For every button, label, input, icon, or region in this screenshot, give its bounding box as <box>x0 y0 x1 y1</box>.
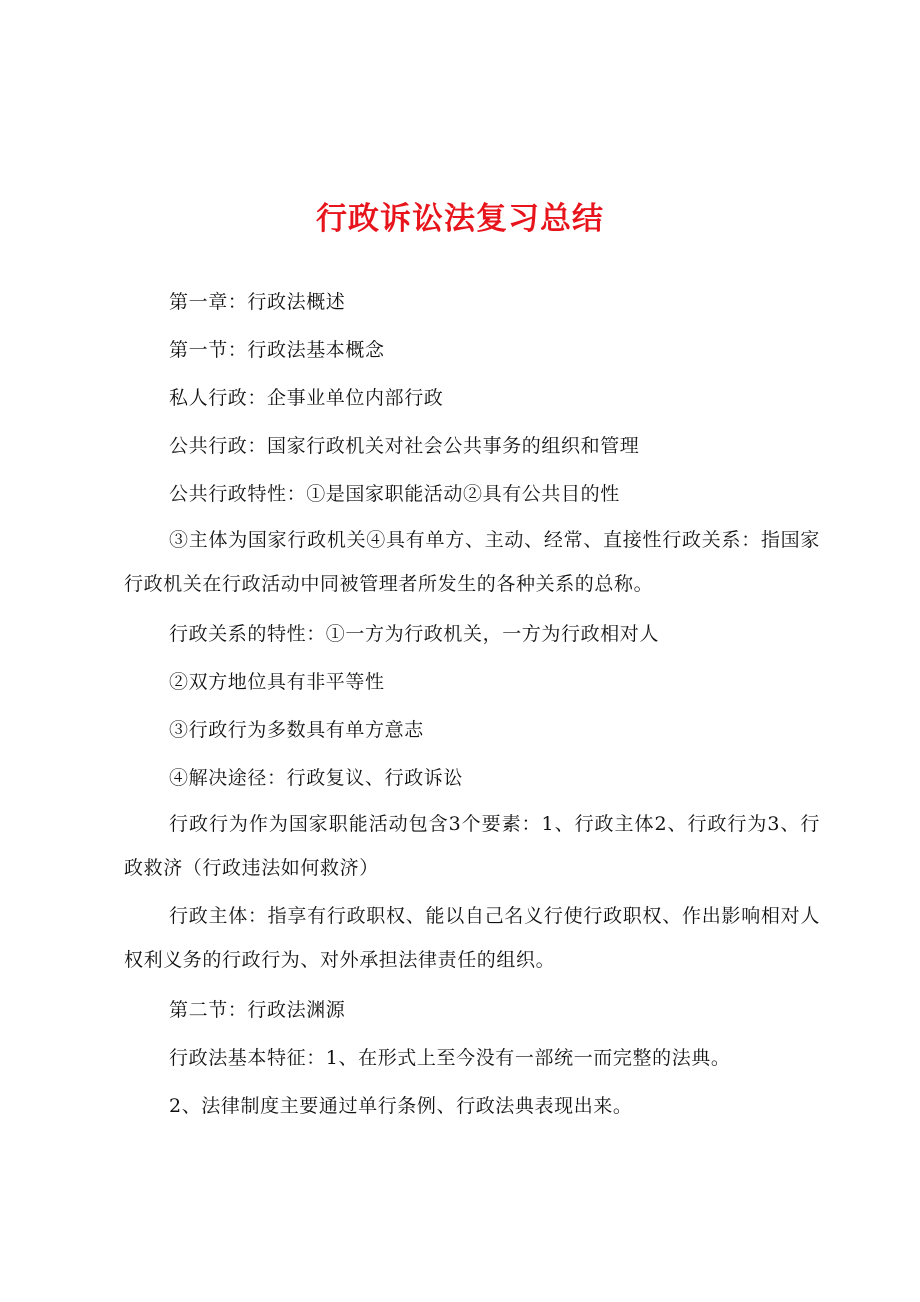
paragraph-public-administration: 公共行政：国家行政机关对社会公共事务的组织和管理 <box>169 435 640 457</box>
document-title: 行政诉讼法复习总结 <box>316 201 604 237</box>
paragraph-public-administration-traits: 公共行政特性：①是国家职能活动②具有公共目的性 <box>169 483 620 505</box>
paragraph-section-heading: 第一节：行政法基本概念 <box>169 339 385 361</box>
paragraph-relation-traits-3: ③行政行为多数具有单方意志 <box>169 719 424 741</box>
paragraph-administrative-relations: ③主体为国家行政机关④具有单方、主动、经常、直接性行政关系：指国家行政机关在行政活动中同被管理者所发生的各种关系的总称。 <box>124 529 820 595</box>
paragraph-relation-traits-2: ②双方地位具有非平等性 <box>169 671 385 693</box>
document-body <box>124 278 820 1130</box>
paragraph-basic-features-1: 行政法基本特征：1、在形式上至今没有一部统一而完整的法典。 <box>169 1047 731 1069</box>
paragraph-relation-traits-4: ④解决途径：行政复议、行政诉讼 <box>169 767 464 789</box>
paragraph-relation-traits-1: 行政关系的特性：①一方为行政机关，一方为行政相对人 <box>169 623 660 645</box>
paragraph-administrative-subject: 行政主体：指享有行政职权、能以自己名义行使行政职权、作出影响相对人权利义务的行政行为、对外承担法律责任的组织。 <box>124 905 820 971</box>
paragraph-chapter-heading: 第一章：行政法概述 <box>169 291 346 313</box>
paragraph-private-administration: 私人行政：企事业单位内部行政 <box>169 387 444 409</box>
paragraph-three-elements: 行政行为作为国家职能活动包含3个要素：1、行政主体2、行政行为3、行政救济（行政违法如何救济） <box>124 813 820 879</box>
paragraph-basic-features-2: 2、法律制度主要通过单行条例、行政法典表现出来。 <box>169 1095 633 1117</box>
paragraph-second-section-heading: 第二节：行政法渊源 <box>169 999 346 1021</box>
